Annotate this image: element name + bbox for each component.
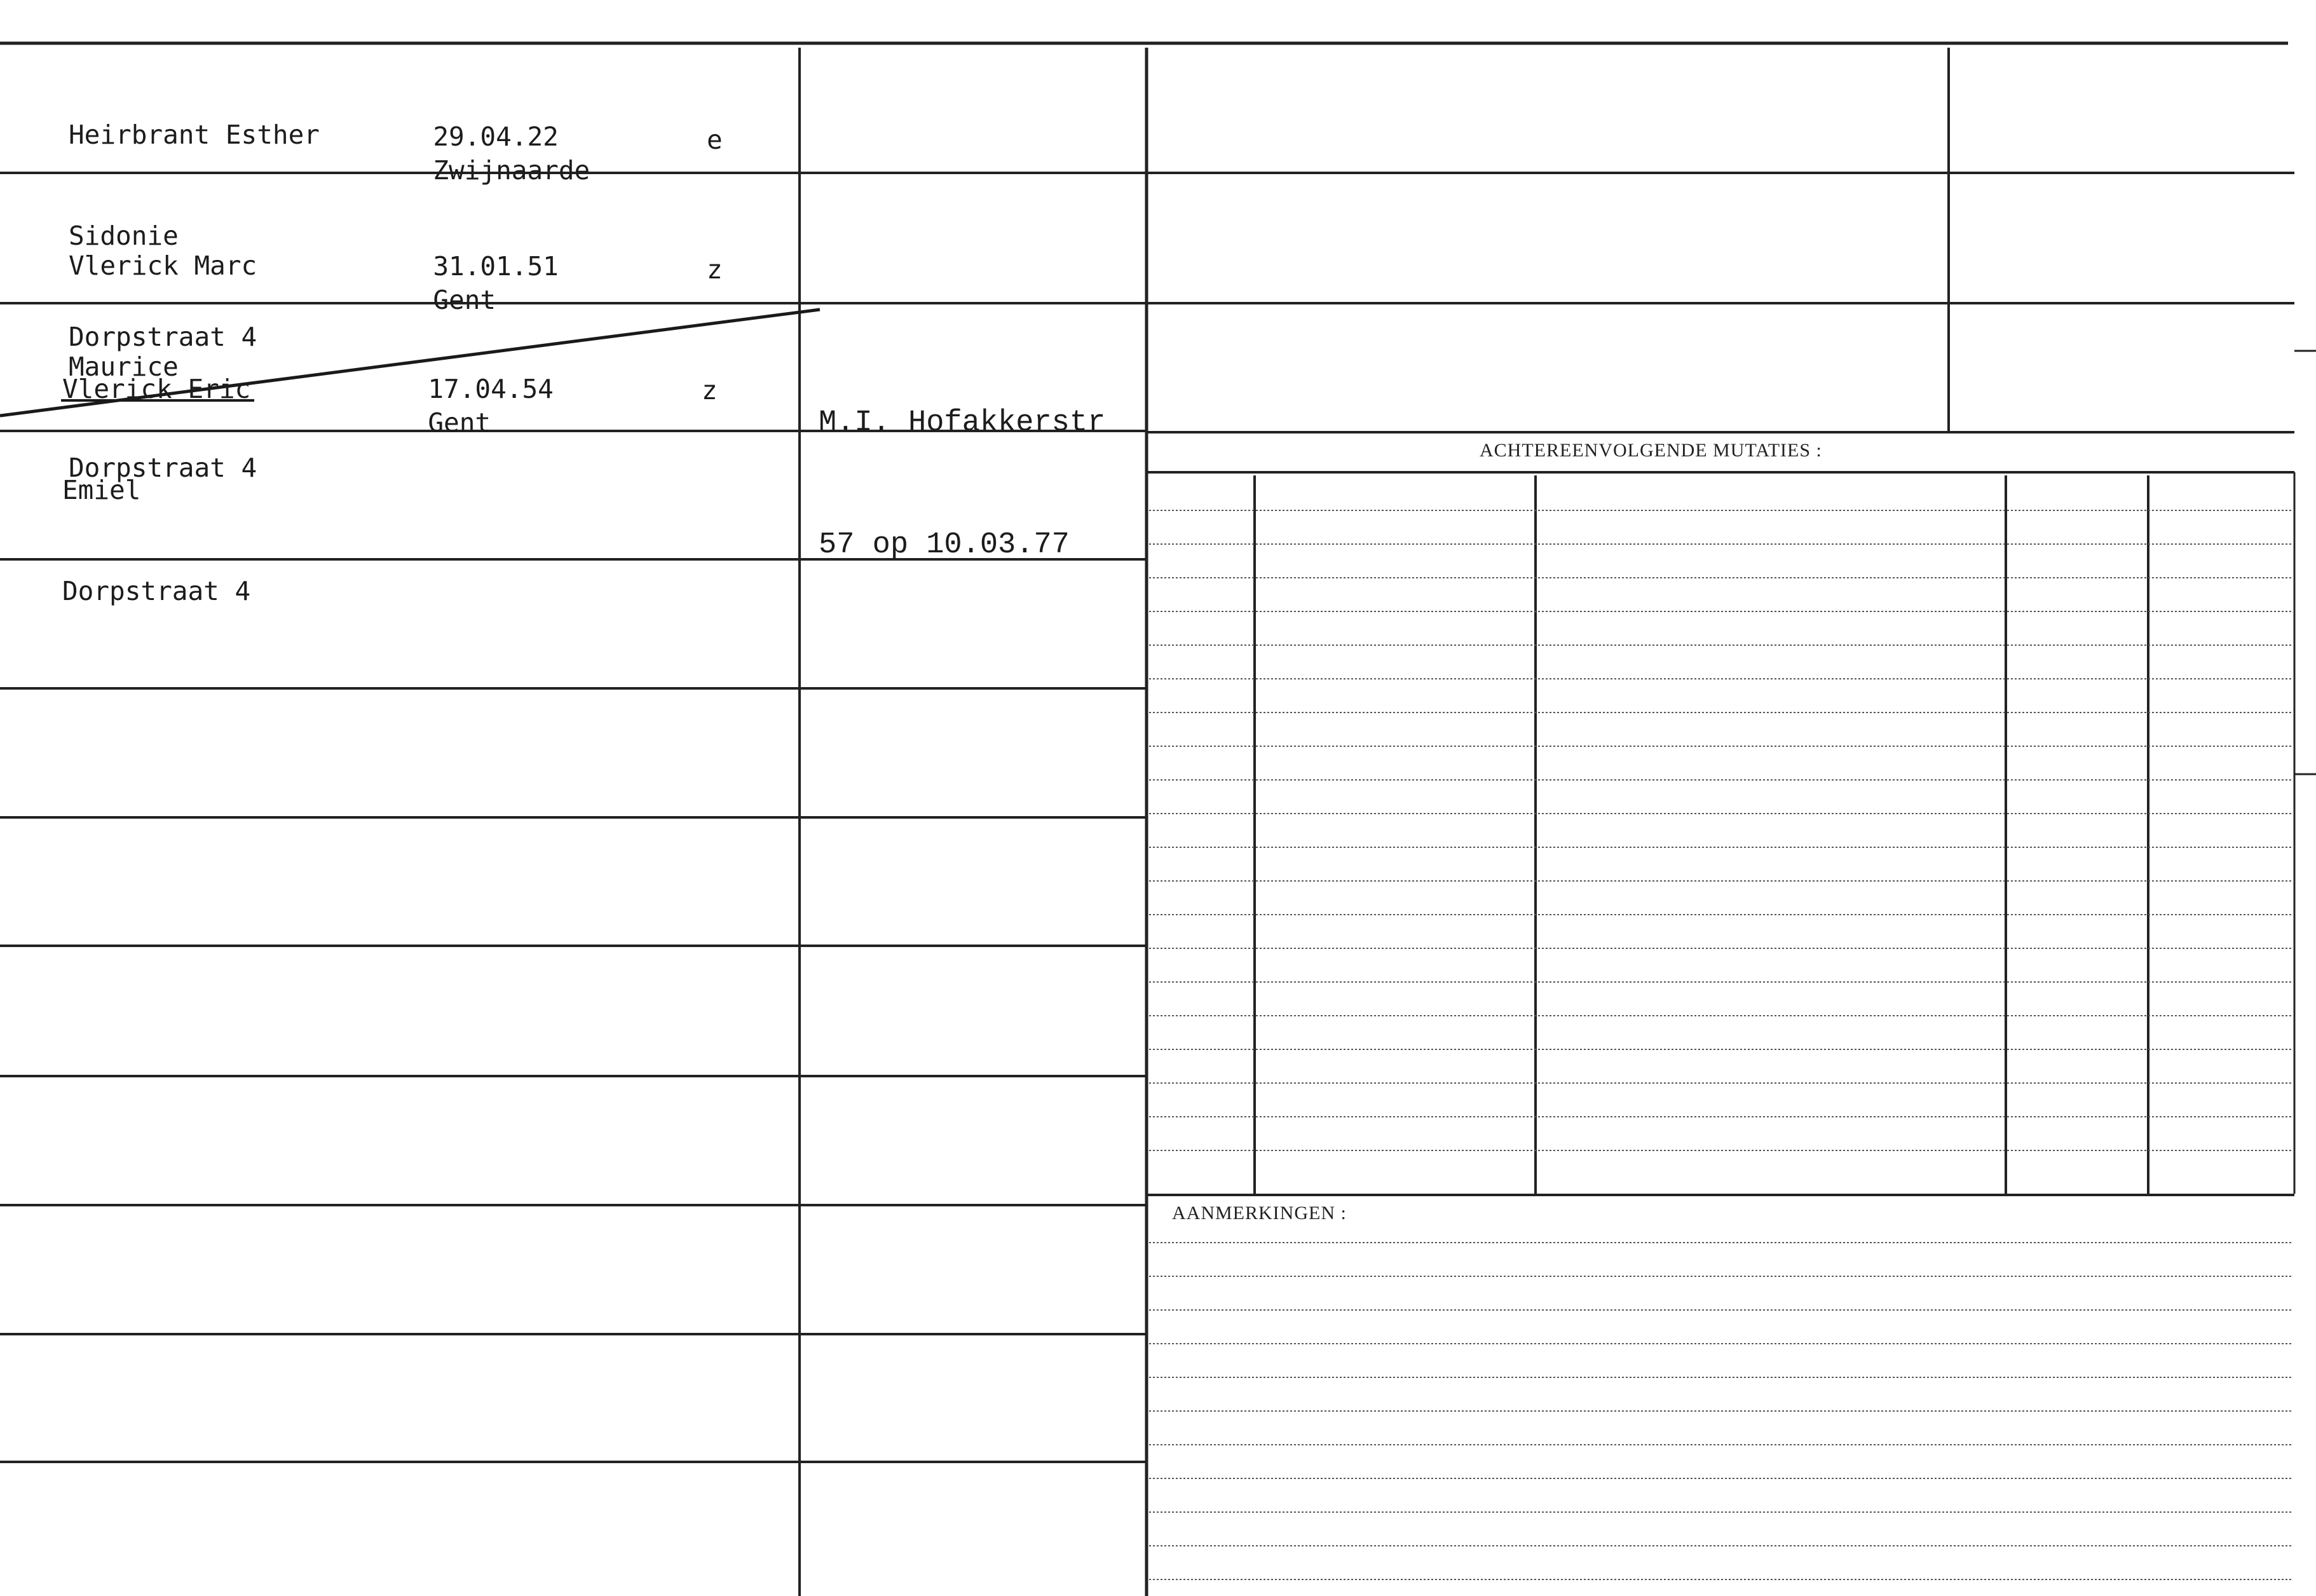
entry-2-birth — [402, 216, 559, 317]
entry-name-line: Sidonie — [69, 221, 179, 251]
entry-name-line: Dorpstraat 4 — [69, 322, 257, 352]
right-row-rules — [1147, 173, 2294, 432]
note-line: 57 op 10.03.77 — [819, 528, 1070, 562]
entry-name-line: Dorpstraat 4 — [62, 576, 251, 606]
birth-place: Zwijnaarde — [433, 155, 590, 186]
birth-place: Gent — [428, 407, 491, 438]
entry-name-line: Vlerick Marc — [69, 250, 257, 281]
entry-3-note — [819, 322, 1105, 606]
entry-1-birth — [402, 86, 590, 188]
entry-3-name — [62, 305, 250, 642]
birth-date: 31.01.51 — [433, 251, 559, 282]
mutations-dotted-lines — [1149, 510, 2292, 1150]
birth-date: 17.04.54 — [428, 374, 554, 404]
entry-name-line: Dorpstraat 4 — [69, 453, 257, 483]
mutations-box — [1147, 472, 2294, 1195]
entry-1-code: e — [707, 125, 723, 155]
birth-date: 29.04.22 — [433, 121, 559, 152]
entry-name-line: Vlerick Eric — [62, 374, 251, 404]
entry-name-line: Emiel — [62, 475, 141, 505]
entry-3-code: z — [702, 375, 718, 406]
note-line: M.I. Hofakkerstr — [819, 406, 1106, 440]
remarks-dotted-lines — [1149, 1243, 2292, 1596]
remarks-title: AANMERKINGEN : — [1172, 1203, 1347, 1224]
entry-name-line: Heirbrant Esther — [69, 119, 320, 150]
entry-2-code: z — [707, 254, 723, 285]
entry-name-line: Maurice — [69, 351, 179, 382]
birth-place: Gent — [433, 285, 496, 315]
mutations-title: ACHTEREENVOLGENDE MUTATIES : — [1480, 440, 1822, 461]
entry-3-birth — [397, 339, 554, 440]
